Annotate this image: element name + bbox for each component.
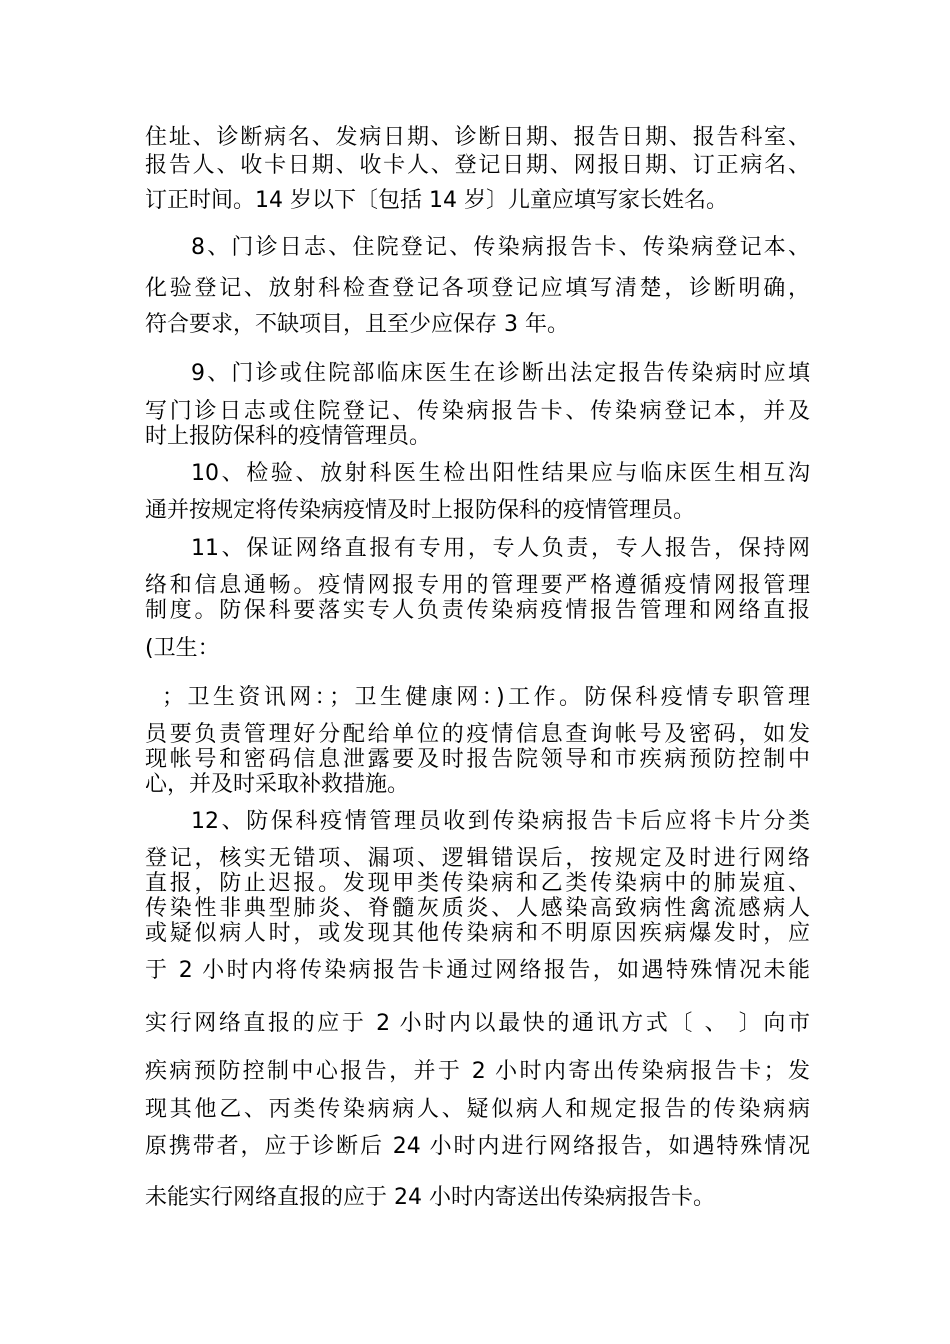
text-line: 时上报防保科的疫情管理员。 [145,424,432,449]
text-line: 现其他乙、丙类传染病病人、疑似病人和规定报告的传染病病 [145,1097,810,1122]
text-line: 写门诊日志或住院登记、传染病报告卡、传染病登记本，并及 [145,399,810,424]
text-line: 于 2 小时内将传染病报告卡通过网络报告，如遇特殊情况未能 [145,958,810,983]
text-line: 10、检验、放射科医生检出阳性结果应与临床医生相互沟 [191,461,810,486]
text-line: 未能实行网络直报的应于 24 小时内寄送出传染病报告卡。 [145,1185,715,1210]
text-line: 原携带者，应于诊断后 24 小时内进行网络报告，如遇特殊情况 [145,1134,810,1159]
text-line: 11、保证网络直报有专用，专人负责，专人报告，保持网 [191,536,810,561]
text-line: 化验登记、放射科检查登记各项登记应填写清楚，诊断明确， [145,276,810,301]
text-line: (卫生： [145,636,220,661]
text-line: 通并按规定将传染病疫情及时上报防保科的疫情管理员。 [145,498,696,523]
text-line: 员要负责管理好分配给单位的疫情信息查询帐号及密码，如发 [145,722,810,747]
text-line: 登记，核实无错项、漏项、逻辑错误后，按规定及时进行网络 [145,846,810,871]
text-line: 实行网络直报的应于 2 小时内以最快的通讯方式〔 、 〕向市 [145,1011,810,1036]
text-line: 符合要求，不缺项目，且至少应保存 3 年。 [145,312,569,337]
text-line: 报告人、收卡日期、收卡人、登记日期、网报日期、订正病名、 [145,153,810,178]
text-line: 8、门诊日志、住院登记、传染病报告卡、传染病登记本、 [191,235,810,260]
text-line: 传染性非典型肺炎、脊髓灰质炎、人感染高致病性禽流感病人 [145,896,810,921]
text-line: 12、防保科疫情管理员收到传染病报告卡后应将卡片分类 [191,809,810,834]
text-line: 住址、诊断病名、发病日期、诊断日期、报告日期、报告科室、 [145,125,810,150]
text-line: 疾病预防控制中心报告，并于 2 小时内寄出传染病报告卡；发 [145,1059,810,1084]
text-line: 现帐号和密码信息泄露要及时报告院领导和市疾病预防控制中 [145,747,810,772]
text-line: 订正时间。14 岁以下〔包括 14 岁〕儿童应填写家长姓名。 [145,188,728,213]
text-line: 或疑似病人时，或发现其他传染病和不明原因疾病爆发时，应 [145,921,810,946]
text-line: 制度。防保科要落实专人负责传染病疫情报告管理和网络直报 [145,598,810,623]
text-line: ；卫生资讯网：；卫生健康网：)工作。防保科疫情专职管理 [162,685,810,710]
text-line: 络和信息通畅。疫情网报专用的管理要严格遵循疫情网报管理 [145,573,810,598]
text-line: 9、门诊或住院部临床医生在诊断出法定报告传染病时应填 [191,361,810,386]
text-line: 心，并及时采取补救措施。 [145,772,410,797]
text-line: 直报，防止迟报。发现甲类传染病和乙类传染病中的肺炭疽、 [145,871,810,896]
